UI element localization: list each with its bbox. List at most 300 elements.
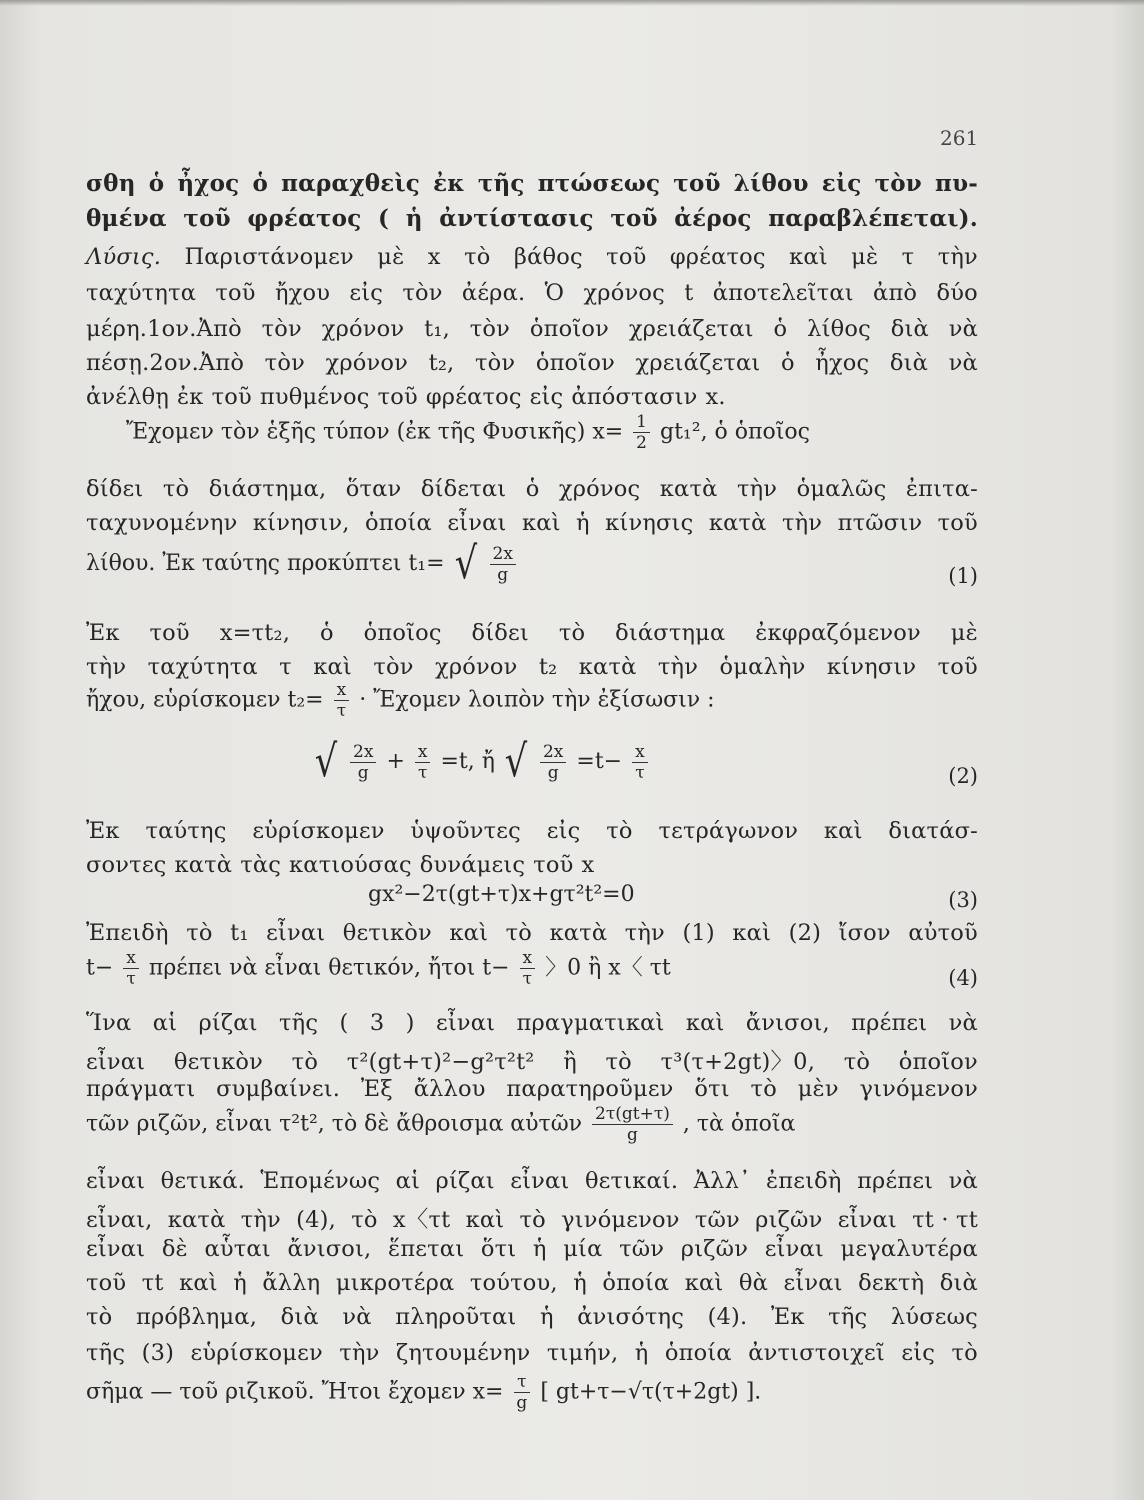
word: τt bbox=[141, 1270, 164, 1296]
word: Ἐκ bbox=[770, 1304, 805, 1330]
line-9 bbox=[86, 476, 978, 502]
word: τοῦ bbox=[533, 852, 574, 878]
equation-number-1: (1) bbox=[948, 564, 978, 588]
equation-number-2: (2) bbox=[948, 764, 978, 788]
fraction-denominator: g bbox=[627, 1125, 638, 1145]
word: τὴν bbox=[937, 244, 978, 270]
equation-2-middle: =t, ἤ bbox=[440, 749, 495, 774]
word: φρέατος bbox=[247, 205, 362, 232]
word: μέρη.1ον.Ἀπὸ bbox=[86, 316, 242, 342]
word: τ³(τ+2gt)〉0, bbox=[660, 1049, 816, 1075]
word: t₁ bbox=[230, 920, 249, 946]
word: τοῦ bbox=[937, 654, 978, 680]
word: εἶναι bbox=[764, 1236, 824, 1262]
word: κατὰ bbox=[167, 1207, 226, 1233]
word: πέσῃ.2ον.Ἀπὸ bbox=[86, 350, 245, 376]
word: τὴν bbox=[657, 654, 699, 680]
word: χρόνον bbox=[435, 654, 518, 680]
fraction-numerator: 1 bbox=[633, 412, 650, 433]
word: ἡ bbox=[233, 1270, 247, 1296]
word: ἤχου bbox=[274, 280, 331, 306]
word: τὸν bbox=[474, 350, 516, 376]
word: t bbox=[684, 280, 694, 306]
fraction bbox=[632, 742, 648, 783]
word: ἄλλου bbox=[413, 1076, 486, 1102]
word: ὁποία bbox=[664, 1340, 732, 1366]
word: γινόμενον bbox=[859, 1076, 978, 1102]
word: ὁ bbox=[773, 316, 788, 342]
word: χρειάζεται bbox=[628, 316, 754, 342]
page-number: 261 bbox=[940, 126, 979, 150]
word: τῆς bbox=[279, 1010, 319, 1036]
line-10 bbox=[86, 510, 978, 536]
word: ὁμαλῶς bbox=[796, 476, 887, 502]
word: ταχύτητα bbox=[86, 280, 197, 306]
plus-sign: + bbox=[386, 749, 405, 774]
equation-2-right: =t− bbox=[576, 749, 623, 774]
line-18-formula bbox=[86, 948, 671, 989]
word: διάστημα, bbox=[208, 476, 327, 502]
word: δυνάμεις bbox=[419, 852, 526, 878]
word: ὁποῖος bbox=[363, 620, 442, 646]
fraction-2x-over-g bbox=[490, 544, 516, 585]
fraction-denominator: g bbox=[547, 762, 559, 783]
word: τὸ bbox=[558, 620, 586, 646]
word: τὴν bbox=[240, 1207, 281, 1233]
line-22-text-a: τῶν ριζῶν, εἶναι τ²t², τὸ δὲ ἄθροισμα αὐτῶν bbox=[86, 1111, 583, 1137]
line-11-formula bbox=[86, 538, 519, 589]
line-20 bbox=[86, 1044, 978, 1076]
word: εὑρίσκομεν bbox=[252, 818, 385, 844]
word: διὰ bbox=[890, 316, 929, 342]
word: τὸ bbox=[505, 920, 533, 946]
word: αἱ bbox=[152, 1010, 178, 1036]
word: ταχύτητα bbox=[147, 654, 258, 680]
word: μία bbox=[563, 1236, 603, 1262]
line-26 bbox=[86, 1270, 978, 1296]
word: ἦχος bbox=[815, 350, 870, 376]
line-27 bbox=[86, 1304, 978, 1330]
word: ἴσον bbox=[838, 920, 891, 946]
word: κίνησις bbox=[605, 510, 694, 536]
line-4 bbox=[86, 280, 978, 306]
fraction-numerator: x bbox=[123, 948, 139, 969]
word: Παριστάνομεν bbox=[184, 244, 354, 270]
word: ταχυνομένην bbox=[86, 510, 238, 536]
word: τὸν bbox=[264, 350, 305, 376]
word: ἐκφραζόμενον bbox=[755, 620, 921, 646]
word: t₂, bbox=[428, 350, 455, 376]
word: ταύτης bbox=[145, 818, 227, 844]
word: τὸ bbox=[86, 1304, 113, 1330]
word: χρόνος bbox=[558, 476, 641, 502]
fraction-one-half bbox=[633, 412, 650, 453]
word: εἶναι bbox=[447, 510, 507, 536]
word: θετικά. bbox=[160, 1168, 245, 1194]
word: τοῦ bbox=[610, 205, 658, 232]
word: (4), bbox=[296, 1207, 336, 1233]
word: παραχθεὶς bbox=[281, 170, 421, 197]
word: καὶ bbox=[789, 244, 828, 270]
word: ἡ bbox=[405, 205, 423, 232]
line-17 bbox=[86, 920, 978, 946]
word: πραγματικαὶ bbox=[516, 1010, 665, 1036]
word: κίνησιν bbox=[826, 654, 917, 680]
word: τὸ bbox=[750, 1076, 777, 1102]
fraction-numerator: τ bbox=[514, 1372, 529, 1393]
word: ὁ bbox=[525, 476, 540, 502]
word: ἀνισότης bbox=[577, 1304, 684, 1330]
word: χρόνον bbox=[325, 350, 409, 376]
word: εἰς bbox=[901, 1340, 936, 1366]
word: τῶν bbox=[619, 1236, 665, 1262]
word: διὰ bbox=[889, 350, 929, 376]
fraction-denominator: g bbox=[357, 762, 369, 783]
line-22-text-b: , τὰ ὁποῖα bbox=[682, 1111, 796, 1137]
word: x bbox=[581, 852, 595, 878]
fraction-x-over-tau bbox=[334, 680, 350, 721]
word: κατὰ bbox=[549, 920, 608, 946]
word: εἶναι bbox=[435, 1010, 496, 1036]
line-11-text: λίθου. Ἐκ ταύτης προκύπτει t₁= bbox=[86, 551, 445, 576]
word: ζητουμένην bbox=[395, 1340, 531, 1366]
word: Ἵνα bbox=[86, 1010, 132, 1036]
word: (4). bbox=[707, 1304, 748, 1330]
line-22-formula bbox=[86, 1104, 795, 1145]
word: ἡ bbox=[634, 1340, 649, 1366]
fraction-numerator: x bbox=[334, 680, 350, 701]
word: τὸ bbox=[186, 920, 213, 946]
word: πρέπει bbox=[851, 1010, 928, 1036]
line-21 bbox=[86, 1076, 978, 1102]
word: τοῦ bbox=[937, 510, 978, 536]
word: συμβαίνει. bbox=[216, 1076, 341, 1102]
line-8-formula bbox=[126, 412, 810, 453]
square-root-icon: √ bbox=[504, 736, 528, 787]
word: λίθος bbox=[807, 316, 871, 342]
word: τ²(gt+τ)²−g²τ²t² bbox=[346, 1049, 535, 1075]
word: λύσεως bbox=[890, 1304, 978, 1330]
word: δίδει bbox=[86, 476, 144, 502]
line-29-text-b: [ gt+τ−√τ(τ+2gt) ]. bbox=[540, 1379, 762, 1405]
equation-number-3: (3) bbox=[948, 888, 978, 912]
word: πτῶσιν bbox=[837, 510, 923, 536]
line-12 bbox=[86, 620, 978, 646]
word: μὲ bbox=[950, 620, 978, 646]
word: θὰ bbox=[738, 1270, 769, 1296]
fraction bbox=[520, 948, 536, 989]
word: εἰς bbox=[529, 384, 564, 410]
word: τετράγωνον bbox=[658, 818, 799, 844]
fraction-denominator: 2 bbox=[636, 433, 647, 453]
word: ἡ bbox=[576, 510, 590, 536]
word: ρίζαι bbox=[198, 1010, 258, 1036]
word: πτώσεως bbox=[537, 170, 661, 197]
word: πρέπει bbox=[857, 1168, 934, 1194]
fraction-numerator: x bbox=[415, 742, 431, 763]
word: πυ- bbox=[935, 170, 978, 197]
word: κατὰ bbox=[708, 510, 767, 536]
fraction-denominator: τ bbox=[126, 969, 136, 989]
word: ἡ bbox=[540, 1304, 554, 1330]
word: Ἀλλ᾽ bbox=[693, 1168, 751, 1194]
word: ὁ bbox=[148, 170, 165, 197]
word: (2) bbox=[788, 920, 822, 946]
word: t₁, bbox=[424, 316, 450, 342]
word: καὶ bbox=[685, 1010, 725, 1036]
word: τὴν bbox=[86, 654, 127, 680]
word: ριζῶν bbox=[755, 1207, 823, 1233]
fraction-denominator: τ bbox=[417, 762, 428, 783]
word: τὸ bbox=[951, 1340, 978, 1366]
fraction bbox=[123, 948, 139, 989]
fraction-denominator: τ bbox=[522, 969, 533, 989]
word: καὶ bbox=[521, 510, 561, 536]
word: εἶναι bbox=[837, 1207, 897, 1233]
word: ὁμαλὴν bbox=[719, 654, 806, 680]
word: παραβλέπεται). bbox=[768, 205, 978, 232]
line-2 bbox=[86, 205, 978, 232]
word: Ὁ bbox=[544, 280, 565, 306]
word: τοῦ bbox=[211, 384, 252, 410]
fraction-numerator: 2τ(gt+τ) bbox=[592, 1104, 673, 1125]
word: αὐτοῦ bbox=[908, 920, 978, 946]
word: Ἐξ bbox=[360, 1076, 393, 1102]
line-24 bbox=[86, 1202, 978, 1234]
word: θετικαί. bbox=[584, 1168, 679, 1194]
word: τὸ bbox=[519, 1207, 546, 1233]
word: κατὰ bbox=[659, 476, 718, 502]
word: εἶναι bbox=[86, 1049, 146, 1075]
square-root-icon: √ bbox=[454, 538, 477, 589]
word: εἶναι bbox=[783, 1270, 843, 1296]
word: εἰς bbox=[821, 170, 862, 197]
word: τὸν bbox=[373, 654, 414, 680]
word: τὸ bbox=[606, 818, 633, 844]
line-18-text-c: 〉0 ἢ x〈 τt bbox=[545, 955, 671, 981]
word: ( bbox=[339, 1010, 349, 1036]
fraction-numerator: x bbox=[520, 948, 536, 969]
word: ἡ bbox=[532, 1236, 547, 1262]
line-15 bbox=[86, 818, 978, 844]
word: ἄνισοι, bbox=[287, 1236, 372, 1262]
line-29-text-a: σῆμα — τοῦ ριζικοῦ. Ἤτοι ἔχομεν x= bbox=[86, 1379, 504, 1405]
word: δεκτὴ bbox=[858, 1270, 925, 1296]
word: θετικὸν bbox=[173, 1049, 264, 1075]
word: ὅτι bbox=[480, 1236, 517, 1262]
word: τὴν bbox=[339, 1340, 380, 1366]
word: νὰ bbox=[342, 1304, 372, 1330]
word: ὅτι bbox=[694, 1076, 730, 1102]
word: ὁποῖον bbox=[898, 1049, 978, 1075]
fraction bbox=[540, 742, 566, 783]
line-19 bbox=[86, 1010, 978, 1036]
word: αἱ bbox=[395, 1168, 421, 1194]
line-14-formula bbox=[86, 680, 715, 721]
word: τt · τt bbox=[912, 1207, 978, 1233]
line-18-text-b: πρέπει νὰ εἶναι θετικόν, ἤτοι t− bbox=[148, 955, 510, 981]
word: νὰ bbox=[948, 316, 978, 342]
word: τὸ bbox=[843, 1049, 871, 1075]
word: ὅταν bbox=[345, 476, 402, 502]
word: τὸ bbox=[351, 1207, 378, 1233]
word: δὲ bbox=[161, 1236, 188, 1262]
word: ἀπόστασιν bbox=[571, 384, 698, 410]
word: ἐκ bbox=[433, 170, 465, 197]
word: κατιούσας bbox=[289, 852, 412, 878]
word: διὰ bbox=[280, 1304, 319, 1330]
word: θετικὸν bbox=[342, 920, 432, 946]
word: x〈τt bbox=[392, 1207, 451, 1233]
word: (1) bbox=[682, 920, 715, 946]
word: χρόνος bbox=[583, 280, 665, 306]
word: εἶναι bbox=[266, 920, 326, 946]
word: τοῦ bbox=[673, 170, 721, 197]
word: νὰ bbox=[948, 1168, 978, 1194]
fraction-denominator: g bbox=[497, 564, 509, 585]
word: ἀπὸ bbox=[873, 280, 918, 306]
word: ριζῶν bbox=[680, 1236, 749, 1262]
word: x=τt₂, bbox=[219, 620, 291, 646]
fraction-denominator: τ bbox=[635, 762, 645, 783]
fraction-denominator: g bbox=[516, 1393, 528, 1413]
word: μὲ bbox=[377, 244, 405, 270]
word: λίθου bbox=[733, 170, 809, 197]
word: καὶ bbox=[732, 920, 772, 946]
word: κατὰ bbox=[578, 654, 637, 680]
line-1 bbox=[86, 170, 978, 197]
word: τὸ bbox=[162, 476, 190, 502]
line-6 bbox=[86, 350, 978, 376]
word: ἀντιστοιχεῖ bbox=[748, 1340, 885, 1366]
line-3 bbox=[86, 244, 978, 270]
line-16 bbox=[86, 852, 978, 878]
word: ἀέρος bbox=[674, 205, 752, 232]
equation-number-4: (4) bbox=[948, 966, 978, 990]
word: (3) bbox=[141, 1340, 175, 1366]
word: βάθος bbox=[513, 244, 583, 270]
word: μεγαλυτέρα bbox=[840, 1236, 978, 1262]
word: χρειάζεται bbox=[635, 350, 761, 376]
fraction-numerator: 2x bbox=[350, 742, 376, 763]
word: εἰς bbox=[349, 280, 384, 306]
word: τ bbox=[901, 244, 915, 270]
word: τὴν bbox=[624, 920, 665, 946]
word: καὶ bbox=[684, 1270, 724, 1296]
word: ἢ bbox=[563, 1049, 577, 1075]
word: 3 bbox=[369, 1010, 385, 1036]
word: εἶναι bbox=[510, 1168, 570, 1194]
word: τὴν bbox=[781, 510, 823, 536]
equation-2-formula bbox=[312, 736, 651, 787]
fraction-numerator: x bbox=[632, 742, 648, 763]
word: εἰς bbox=[546, 818, 581, 844]
word: τοῦ bbox=[86, 1270, 127, 1296]
word: ὁποῖον bbox=[535, 350, 615, 376]
word: τιμήν, bbox=[546, 1340, 619, 1366]
word: ἐπειδὴ bbox=[766, 1168, 842, 1194]
word: τὴν bbox=[736, 476, 778, 502]
word: ἡ bbox=[573, 1270, 587, 1296]
word: διάστημα bbox=[615, 620, 726, 646]
word: τῆς bbox=[86, 1340, 126, 1366]
word: τὰς bbox=[240, 852, 282, 878]
word: ρίζαι bbox=[435, 1168, 495, 1194]
word: δίδεται bbox=[420, 476, 507, 502]
word: τοῦ bbox=[377, 384, 418, 410]
word: δύο bbox=[936, 280, 978, 306]
word: ἀποτελεῖται bbox=[712, 280, 854, 306]
word: τὸν bbox=[469, 316, 511, 342]
word: τούτου, bbox=[469, 1270, 558, 1296]
word: Ἑπομένως bbox=[260, 1168, 381, 1194]
word: εἶναι bbox=[86, 1236, 146, 1262]
word: t₂ bbox=[538, 654, 558, 680]
word: τὸν bbox=[402, 280, 443, 306]
scan-top-edge bbox=[0, 0, 1144, 6]
line-7 bbox=[86, 384, 978, 410]
word: x bbox=[427, 244, 441, 270]
word: Ἐκ bbox=[86, 818, 120, 844]
word: μικροτέρα bbox=[335, 1270, 455, 1296]
word: τῆς bbox=[828, 1304, 868, 1330]
word: πράγματι bbox=[86, 1076, 196, 1102]
word: αὗται bbox=[204, 1236, 271, 1262]
word: ἀνέλθῃ bbox=[86, 384, 170, 410]
word: ὁποῖον bbox=[529, 316, 610, 342]
word: ) bbox=[405, 1010, 415, 1036]
word: διατάσ- bbox=[888, 818, 978, 844]
word: τῆς bbox=[477, 170, 525, 197]
line-14-text-b: · Ἔχομεν λοιπὸν τὴν ἐξίσωσιν : bbox=[359, 687, 715, 713]
word: καὶ bbox=[449, 920, 489, 946]
word: φρέατος bbox=[669, 244, 766, 270]
line-8-text-b: gt₁², ὁ ὁποῖος bbox=[660, 419, 810, 445]
word: πυθμένος bbox=[259, 384, 370, 410]
word: Ἐπειδὴ bbox=[86, 920, 169, 946]
line-25 bbox=[86, 1236, 978, 1262]
word: ἕπεται bbox=[388, 1236, 465, 1262]
line-14-text-a: ἤχου, εὑρίσκομεν t₂= bbox=[86, 687, 324, 713]
word: ἀέρα. bbox=[461, 280, 526, 306]
fraction bbox=[415, 742, 431, 783]
word: καὶ bbox=[313, 654, 352, 680]
line-23 bbox=[86, 1168, 978, 1194]
word: ὁ bbox=[780, 350, 795, 376]
word: ὁποία bbox=[602, 1270, 670, 1296]
solution-label: Λύσις. bbox=[86, 244, 162, 270]
line-8-text-a: Ἔχομεν τὸν ἑξῆς τύπον (ἐκ τῆς Φυσικῆς) x= bbox=[126, 419, 624, 445]
word: δίδει bbox=[471, 620, 529, 646]
word: ὁποία bbox=[365, 510, 432, 536]
word: x. bbox=[705, 384, 726, 410]
word: τοῦ bbox=[183, 205, 231, 232]
line-28 bbox=[86, 1340, 978, 1366]
square-root-icon: √ bbox=[314, 736, 338, 787]
fraction bbox=[513, 1372, 530, 1413]
word: εἶναι, bbox=[86, 1207, 153, 1233]
word: ὁ bbox=[252, 170, 268, 197]
fraction-denominator: τ bbox=[336, 701, 347, 721]
word: τοῦ bbox=[149, 620, 190, 646]
word: ἦχος bbox=[177, 170, 240, 197]
word: μὲν bbox=[797, 1076, 839, 1102]
word: τὸ bbox=[605, 1049, 632, 1075]
word: ὑψοῦντες bbox=[410, 818, 521, 844]
word: εὑρίσκομεν bbox=[190, 1340, 323, 1366]
equation-3-formula: gx²−2τ(gt+τ)x+gτ²t²=0 bbox=[368, 882, 635, 907]
word: ( bbox=[378, 205, 390, 232]
